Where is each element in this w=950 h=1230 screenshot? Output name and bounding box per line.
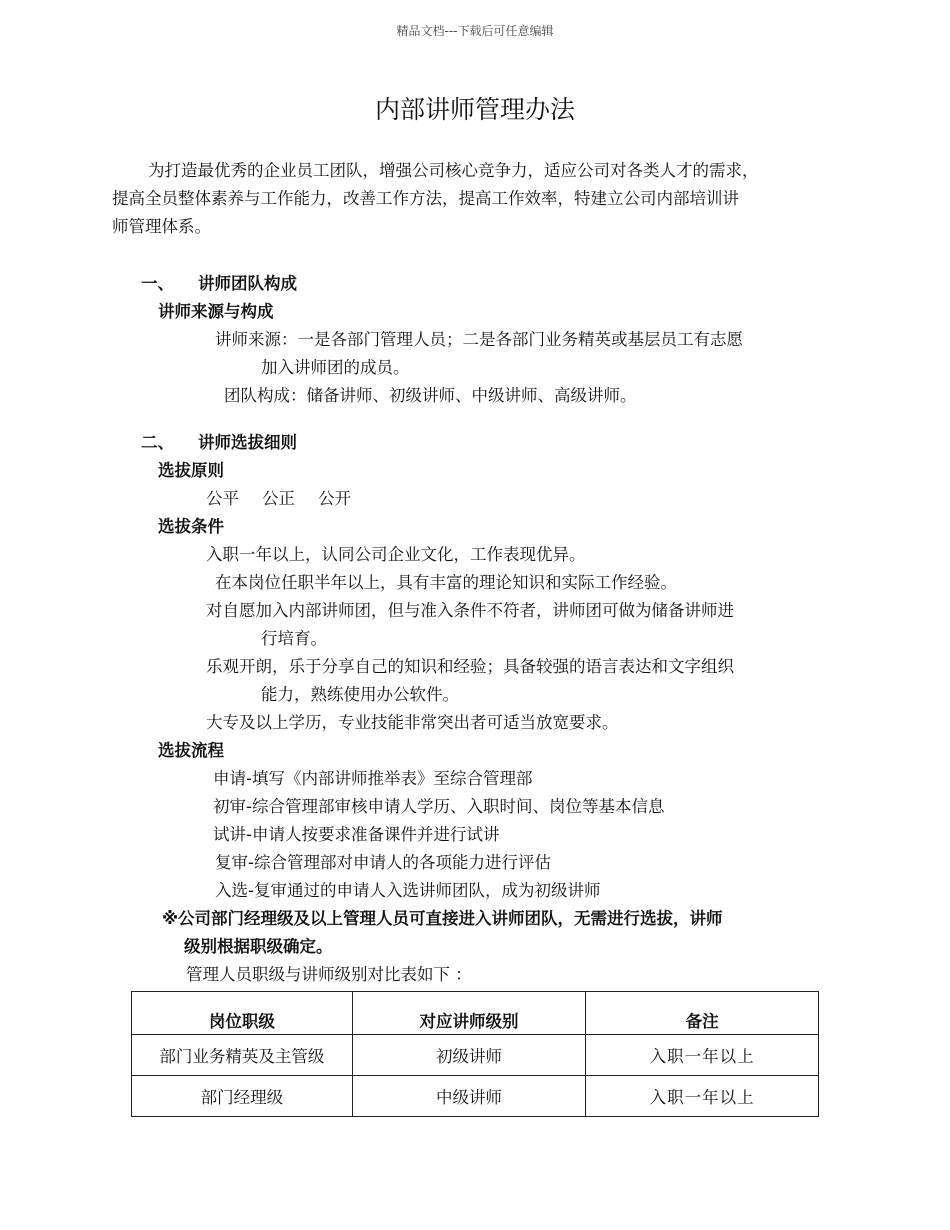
cell-remark: 入职一年以上: [586, 1035, 819, 1076]
document-title: 内部讲师管理办法: [374, 95, 575, 124]
cell-lecturer-level: 初级讲师: [352, 1035, 586, 1076]
principle-title: 选拔原则: [158, 461, 224, 480]
condition-3-line-2: 行培育。: [261, 629, 327, 648]
section-1-number: 一、: [141, 274, 174, 293]
page-header-note: 精品文档---下载后可任意编辑: [396, 24, 554, 38]
process-step-4: 复审-综合管理部对申请人的各项能力进行评估: [215, 853, 551, 872]
process-title: 选拔流程: [158, 741, 224, 760]
intro-line-3: 师管理体系。: [112, 217, 211, 236]
table-header-row: [132, 992, 819, 1035]
process-step-3: 试讲-申请人按要求准备课件并进行试讲: [213, 825, 500, 844]
section-2-number: 二、: [141, 433, 174, 452]
cell-position-rank: 部门业务精英及主管级: [132, 1035, 353, 1076]
source-line-1: 讲师来源：一是各部门管理人员；二是各部门业务精英或基层员工有志愿: [215, 330, 743, 349]
management-note-line-1: ※公司部门经理级及以上管理人员可直接进入讲师团队，无需进行选拔，讲师: [162, 909, 723, 928]
condition-4-line-1: 乐观开朗，乐于分享自己的知识和经验；具备较强的语言表达和文字组织: [206, 657, 734, 676]
conditions-title: 选拔条件: [158, 517, 224, 536]
process-step-2: 初审-综合管理部审核申请人学历、入职时间、岗位等基本信息: [213, 797, 665, 816]
section-2-title: 讲师选拔细则: [198, 433, 297, 452]
cell-remark: 入职一年以上: [586, 1076, 819, 1117]
section-1-title: 讲师团队构成: [198, 274, 297, 293]
principle-fair: 公平: [206, 489, 239, 508]
principle-just: 公正: [262, 489, 295, 508]
condition-1: 入职一年以上，认同公司企业文化，工作表现优异。: [206, 545, 586, 564]
intro-line-2: 提高全员整体素养与工作能力，改善工作方法，提高工作效率，特建立公司内部培训讲: [112, 189, 739, 208]
intro-line-1: 为打造最优秀的企业员工团队，增强公司核心竞争力，适应公司对各类人才的需求，: [148, 161, 759, 180]
condition-5: 大专及以上学历，专业技能非常突出者可适当放宽要求。: [206, 713, 619, 732]
source-line-2: 加入讲师团的成员。: [261, 358, 410, 377]
cell-position-rank: 部门经理级: [132, 1076, 353, 1117]
table-caption: 管理人员职级与讲师级别对比表如下 ：: [186, 965, 472, 984]
subsection-source-title: 讲师来源与构成: [158, 302, 274, 321]
condition-4-line-2: 能力，熟练使用办公软件。: [261, 685, 459, 704]
condition-3-line-1: 对自愿加入内部讲师团，但与准入条件不符者，讲师团可做为储备讲师进: [206, 601, 734, 620]
header-position-rank: 岗位职级: [132, 992, 353, 1035]
condition-2: 在本岗位任职半年以上，具有丰富的理论知识和实际工作经验。: [215, 573, 677, 592]
management-note-line-2: 级别根据职级确定。: [184, 937, 333, 956]
process-step-1: 申请-填写《内部讲师推举表》至综合管理部: [213, 769, 533, 788]
table-row: [132, 1076, 819, 1117]
rank-comparison-table: [131, 991, 819, 1117]
principle-open: 公开: [318, 489, 351, 508]
header-remark: 备注: [586, 992, 819, 1035]
composition-line: 团队构成：储备讲师、初级讲师、中级讲师、高级讲师。: [224, 386, 637, 405]
cell-lecturer-level: 中级讲师: [352, 1076, 586, 1117]
table-row: [132, 1035, 819, 1076]
header-lecturer-level: 对应讲师级别: [352, 992, 586, 1035]
process-step-5: 入选-复审通过的申请人入选讲师团队，成为初级讲师: [215, 881, 601, 900]
